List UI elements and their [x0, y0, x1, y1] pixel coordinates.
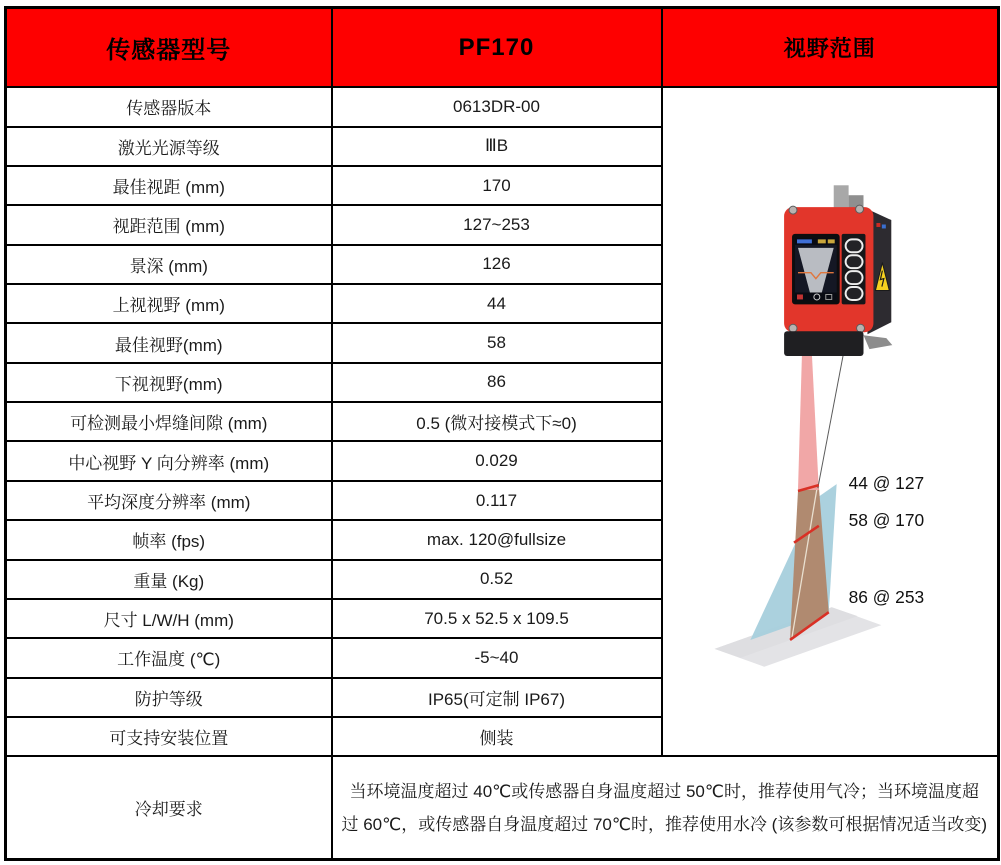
indicator-light-blue — [881, 225, 885, 229]
spec-label: 平均深度分辨率 (mm) — [6, 481, 332, 520]
sensor-device-illustration — [784, 186, 892, 357]
spec-value: 44 — [332, 284, 662, 323]
spec-label: 防护等级 — [6, 678, 332, 717]
spec-label: 景深 (mm) — [6, 245, 332, 284]
header-row — [6, 8, 999, 88]
spec-value: ⅢB — [332, 127, 662, 166]
spec-value: 侧装 — [332, 717, 662, 756]
fov-annotation: 58 @ 170 — [848, 510, 924, 531]
screen-status-text — [796, 240, 811, 244]
spec-value: 0.52 — [332, 560, 662, 599]
spec-value: max. 120@fullsize — [332, 520, 662, 559]
spec-label: 尺寸 L/W/H (mm) — [6, 599, 332, 638]
spec-label: 重量 (Kg) — [6, 560, 332, 599]
spec-label: 最佳视距 (mm) — [6, 166, 332, 205]
spec-label: 下视视野(mm) — [6, 363, 332, 402]
spec-value: 86 — [332, 363, 662, 402]
spec-label: 上视视野 (mm) — [6, 284, 332, 323]
screen-value-text — [817, 240, 825, 244]
spec-value: 127~253 — [332, 205, 662, 244]
spec-label: 可检测最小焊缝间隙 (mm) — [6, 402, 332, 441]
spec-table — [4, 6, 1000, 861]
spec-value: 0.029 — [332, 441, 662, 480]
spec-label: 传感器版本 — [6, 87, 332, 126]
fov-annotation: 86 @ 253 — [848, 587, 924, 608]
spec-value: -5~40 — [332, 638, 662, 677]
spec-label: 冷却要求 — [6, 756, 332, 859]
spec-label: 最佳视野(mm) — [6, 323, 332, 362]
bottom-plate — [863, 335, 892, 349]
spec-value: 0.117 — [332, 481, 662, 520]
fov-diagram-graphic — [663, 88, 998, 755]
spec-value: 0.5 (微对接模式下≈0) — [332, 402, 662, 441]
cooling-requirement-text: 当环境温度超过 40℃或传感器自身温度超过 50℃时，推荐使用气冷；当环境温度超过 60℃，或传感器自身温度超过 70℃时，推荐使用水冷 (该参数可根据情况适当改变) — [332, 756, 999, 859]
spec-value: IP65(可定制 IP67) — [332, 678, 662, 717]
spec-label: 激光光源等级 — [6, 127, 332, 166]
spec-label: 可支持安装位置 — [6, 717, 332, 756]
spec-sheet — [4, 6, 1000, 861]
spec-label: 视距范围 (mm) — [6, 205, 332, 244]
fov-diagram-cell — [662, 87, 999, 756]
header-model-value: PF170 — [332, 8, 662, 88]
header-model-label: 传感器型号 — [6, 8, 332, 88]
laser-beam — [797, 354, 818, 490]
spec-value: 170 — [332, 166, 662, 205]
screen-value-text-2 — [827, 240, 834, 244]
fov-annotation: 44 @ 127 — [848, 473, 924, 494]
spec-value: 70.5 x 52.5 x 109.5 — [332, 599, 662, 638]
cooling-row — [6, 756, 999, 859]
indicator-light-red — [876, 223, 880, 227]
table-row — [6, 87, 999, 126]
spec-value: 126 — [332, 245, 662, 284]
mounting-bracket — [833, 186, 848, 210]
spec-value: 58 — [332, 323, 662, 362]
header-fov-label: 视野范围 — [662, 8, 999, 88]
spec-label: 帧率 (fps) — [6, 520, 332, 559]
spec-label: 工作温度 (℃) — [6, 638, 332, 677]
spec-value: 0613DR-00 — [332, 87, 662, 126]
camera-axis-line — [817, 342, 845, 488]
screen-rec-icon — [796, 295, 802, 300]
spec-label: 中心视野 Y 向分辨率 (mm) — [6, 441, 332, 480]
optics-housing — [784, 331, 863, 356]
